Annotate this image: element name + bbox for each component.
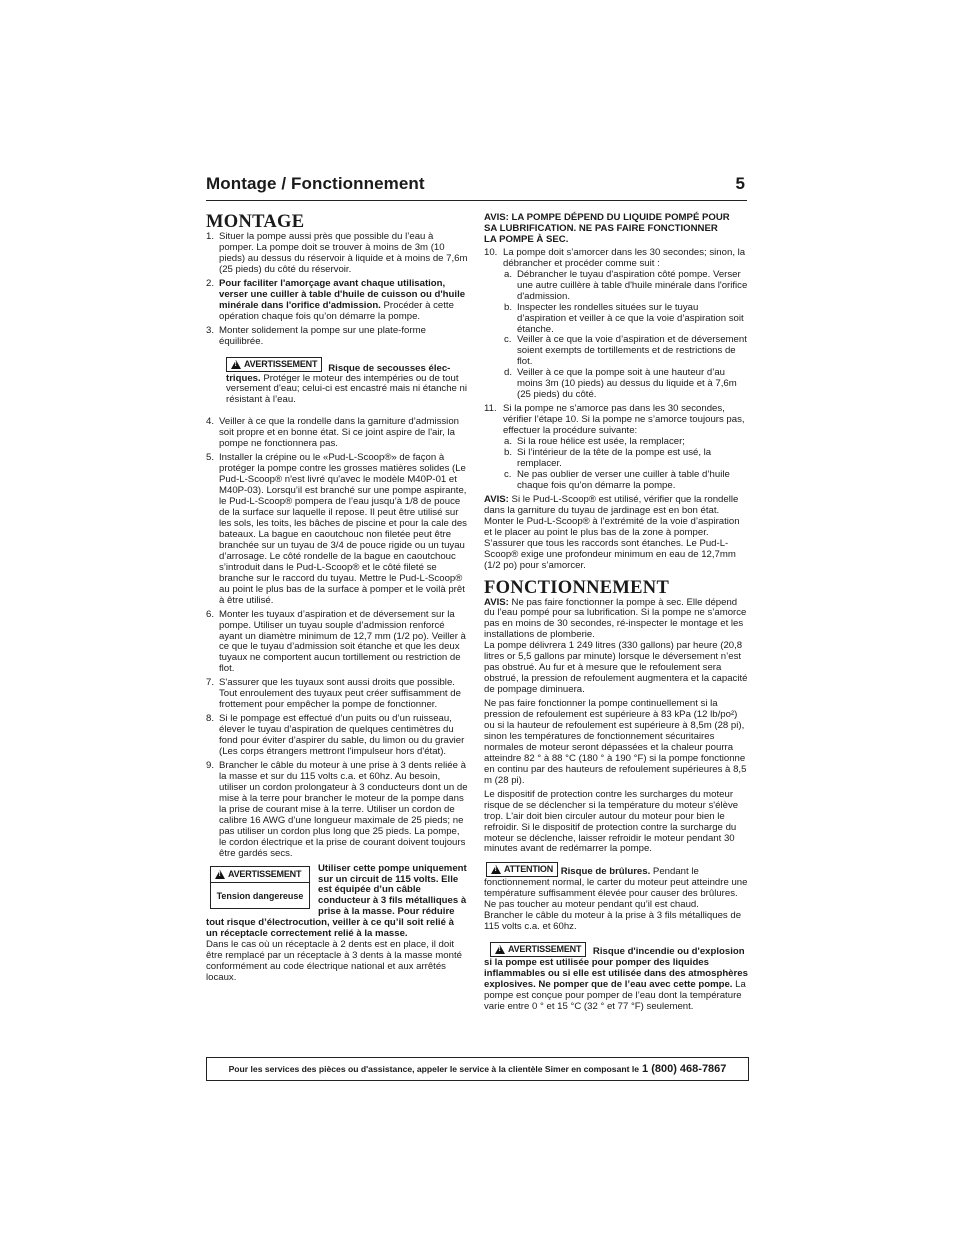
list-item: 10. La pompe doit s’amorcer dans les 30 secondes; sinon, la débrancher et procéder comme suit :: [484, 246, 746, 269]
page-number: 5: [735, 174, 745, 193]
list-item: 3. Monter solidement la pompe sur une plate-forme équilibrée.: [206, 324, 426, 347]
list-item: 9. Brancher le câble du moteur à une prise à 3 dents reliée à la masse et sur du 115 volts c.a. et 60hz. Au besoin, utiliser un cordon prolongateur à 3 conducteurs dont un de mise à la terre pour brancher le moteur de la pompe dans la prise de courant mise à la terre. Utiliser un cordon de calibre 16 AWG d’une longueur maximale de 25 pieds; ne pas utiliser un cordon plus long que 25 pieds. La pompe, le cordon électrique et la prise de courant doivent toujours être gardés secs.: [206, 759, 468, 859]
warning-badge: ! AVERTISSEMENT: [490, 942, 586, 957]
pressure-paragraph: Ne pas faire fonctionner la pompe continuellement si la pression de refoulement est supérieure à 83 kPa (12 lb/po²) ou si la hauteur de refoulement est supérieure à 8,5m (28 pi), sinon les températures de fonctionnement sécuritaires normales de moteur seront dépassées et la chaleur pourra atteindre 82 ° à 88 °C (180 ° à 190 °F) si la pompe fonctionne en continu par des hauteurs de refoulement supérieures à 8,5 m (28 pi).: [484, 698, 747, 786]
fire-warning: ! AVERTISSEMENT Risque d'incendie ou d'explosion si la pompe est utilisée pour pomper des liquides inflammables ou si elle est utilisée dans des atmosphères explosives. Ne pomper que de l’eau avec cette pompe. La pompe est conçue pour pomper de l’eau dont la température varie entre 0 ° et 15 °C (32 ° et 77 °F) seulement.: [484, 942, 748, 1013]
voltage-warning: ! AVERTISSEMENT Tension dangereuse Utiliser cette pompe uniquement sur un circuit de 115 volts. Elle est équipée d’un câble conducteur à 3 fils métalliques à prise à la masse. Pour réduire tout risque d’électrocution, veiller à ce qu’il soit relié à un réceptacle correctement relié à la masse.: [206, 864, 468, 941]
avis-dry-run: AVIS: Ne pas faire fonctionner la pompe à sec. Elle dépend du l’eau pompé pour sa lubrification. Si la pompe ne s’amorce pas en moins de 30 secondes, ré-inspecter le montage et les installations de plomberie.: [484, 596, 747, 641]
list-item: 5. Installer la crépine ou le «Pud-L-Scoop®» de façon à protéger la pompe contre les grosses matières solides (Le Pud-L-Scoop® n'est livré qu'avec le modèle M40P-01 et M40P-03). Lorsqu’il est branché sur une pompe aspirante, le Pud-L-Scoop® pompera de l’eau jusqu’à 1/8 de pouce de la surface sur laquelle il repose. Il peut être utilisé sur les sols, les toits, les bâches de piscine et pour la cale des bateaux. La bague en caoutchouc non filetée peut être branchée sur un tuyau de 3/4 de pouce rigide ou un tuyau d’arrosage. Le côté rondelle de la bague en caoutchouc s’introduit dans le Pud-L-Scoop® et le côté fileté se branche sur le raccord du tuyau. Mettre le Pud-L-Scoop® au point le plus bas de la surface à pomper et le voilà prêt à être utilisé.: [206, 452, 467, 606]
sub-item: d. Veiller à ce que la pompe soit à une hauteur d’au moins 3m (10 pieds) au dessus du liquide et à 7,6m (25 pieds) du côté.: [504, 367, 737, 401]
list-item: 2. Pour faciliter l'amorçage avant chaque utilisation, verser une cuiller à table d'huile de cuisson ou d'huile minérale dans l'orifice d'admission. Procéder à cette opération chaque fois qu’on démarre la pompe.: [206, 277, 466, 322]
support-phone: 1 (800) 468-7867: [642, 1063, 727, 1075]
list-item: 7. S'assurer que les tuyaux sont aussi droits que possible. Tout enroulement des tuyaux peut créer suffisamment de frottement pour empêcher la pompe de fonctionner.: [206, 677, 461, 711]
page-header: [206, 174, 747, 201]
voltage-warning-box: ! AVERTISSEMENT Tension dangereuse: [210, 866, 310, 909]
list-item: 8. Si le pompage est effectué d’un puits ou d’un ruisseau, élever le tuyau d’aspiration de quelques centimètres du fond pour éviter d’aspirer du sable, du limon ou du gravier (Les corps étrangers mettront l'impulseur hors d'état).: [206, 713, 465, 758]
warning-triangle-icon: [495, 945, 505, 954]
warning-triangle-icon: [215, 870, 225, 879]
section-title: Montage / Fonctionnement: [206, 174, 425, 193]
right-column: [484, 213, 748, 1013]
burn-warning: ! ATTENTION Risque de brûlures. Pendant le fonctionnement normal, le carter du moteur peut atteindre une température suffisamment élevée pour causer des brûlures. Ne pas toucher au moteur pendant qu’il est chaud.: [484, 862, 748, 911]
sub-item: a. Débrancher le tuyau d'aspiration côté pompe. Verser une autre cuillère à table d'huile minérale dans l'orifice d'admission.: [504, 268, 748, 302]
support-footer: Pour les services des pièces ou d'assistance, appeler le service à la clientèle Simer en composant le 1 (800) 468-7867: [206, 1057, 749, 1081]
avis-pud-l-scoop: AVIS: Si le Pud-L-Scoop® est utilisé, vérifier que la rondelle dans la garniture du tuyau de jardinage est en bon état. Monter le Pud-L-Scoop® à l’extrémité de la voie d’aspiration et le placer au point le plus bas de la zone à pomper. S’assurer que tous les raccords sont étanches. Le Pud-L-Scoop® exige une profondeur minimum en eau de 12,7mm (1/2 po) pour s’amorcer.: [484, 493, 740, 571]
sub-item: b. Inspecter les rondelles situées sur le tuyau d’aspiration et veiller à ce que la voie d’aspiration soit étanche.: [504, 301, 744, 335]
fonctionnement-heading: FONCTIONNEMENT: [484, 577, 670, 598]
list-item: 11. Si la pompe ne s’amorce pas dans les 30 secondes, vérifier l’étape 10. Si la pompe ne s’amorce toujours pas, effectuer la procédure suivante:: [484, 403, 745, 437]
warning-badge: ! AVERTISSEMENT: [226, 357, 322, 372]
sub-item: c. Veiller à ce que la voie d’aspiration et de déversement soient exempts de tortillements et de restrictions de flot.: [504, 334, 747, 368]
avis-lubrication: AVIS: LA POMPE DÉPEND DU LIQUIDE POMPÉ POUR SA LUBRIFICATION. NE PAS FAIRE FONCTIONNER LA POMPE À SEC.: [484, 212, 730, 245]
list-item: 1. Situer la pompe aussi près que possible du l’eau à pomper. La pompe doit se trouver à moins de 3m (10 pieds) au dessus du réservoir à liquide et à moins de 7,6m (25 pieds) du côté du réservoir.: [206, 231, 468, 275]
left-column: [206, 213, 468, 984]
warning-triangle-icon: [231, 360, 241, 369]
plug-paragraph: Brancher le câble du moteur à la prise à 3 fils métalliques de 115 volts c.a. et 60hz.: [484, 910, 742, 933]
sub-item: b. Si l’intérieur de la tête de la pompe est usé, la remplacer.: [504, 447, 712, 469]
sub-item: a. Si la roue hélice est usée, la remplacer;: [504, 436, 685, 448]
list-item: 6. Monter les tuyaux d’aspiration et de déversement sur la pompe. Utiliser un tuyau souple d’admission renforcé ayant un diamètre minimum de 12,7 mm (1/2 po). Veiller à ce que le tuyau d’admission soit étanche et que les deux tuyaux ne comportent aucun tortillement ou restriction de flot.: [206, 608, 466, 675]
attention-badge: ! ATTENTION: [486, 862, 558, 877]
warning-triangle-icon: [491, 865, 501, 874]
sub-item: c. Ne pas oublier de verser une cuiller à table d’huile chaque fois qu’on démarre la pompe.: [504, 468, 730, 491]
montage-heading: MONTAGE: [206, 212, 305, 232]
shock-warning: ! AVERTISSEMENT Risque de secousses élec- triques. Protéger le moteur des intempéries ou de tout versement d’eau; celui-ci est encastré mais ni étanche ni résistant à l’eau.: [206, 357, 468, 407]
closing-paragraph: Dans le cas où un réceptacle à 2 dents est en place, il doit être remplacé par un réceptacle à 3 dents à la masse monté conformément au code électrique national et aux arrêtés locaux.: [206, 939, 462, 984]
list-item: 4. Veiller à ce que la rondelle dans la garniture d’admission soit propre et en bonne état. Si ce joint aspire de l'air, la pompe ne fonctionnera pas.: [206, 416, 459, 450]
overload-paragraph: Le dispositif de protection contre les surcharges du moteur risque de se déclencher si la température du moteur s'élève trop. L'air doit bien circuler autour du moteur pour bien le refroidir. Si le dispositif de protection contre la surcharge du moteur se déclenche, laisser refroidir le moteur pendant 30 minutes avant de redémarrer la pompe.: [484, 788, 739, 855]
flow-paragraph: La pompe délivrera 1 249 litres (330 gallons) par heure (20,8 litres or 5,5 gallons par minute) lorsque le déversement n’est pas obstrué. Au fur et à mesure que le refoulement sera obstrué, la pression de refoulement augmentera et la capacité de pompage diminuera.: [484, 640, 748, 696]
